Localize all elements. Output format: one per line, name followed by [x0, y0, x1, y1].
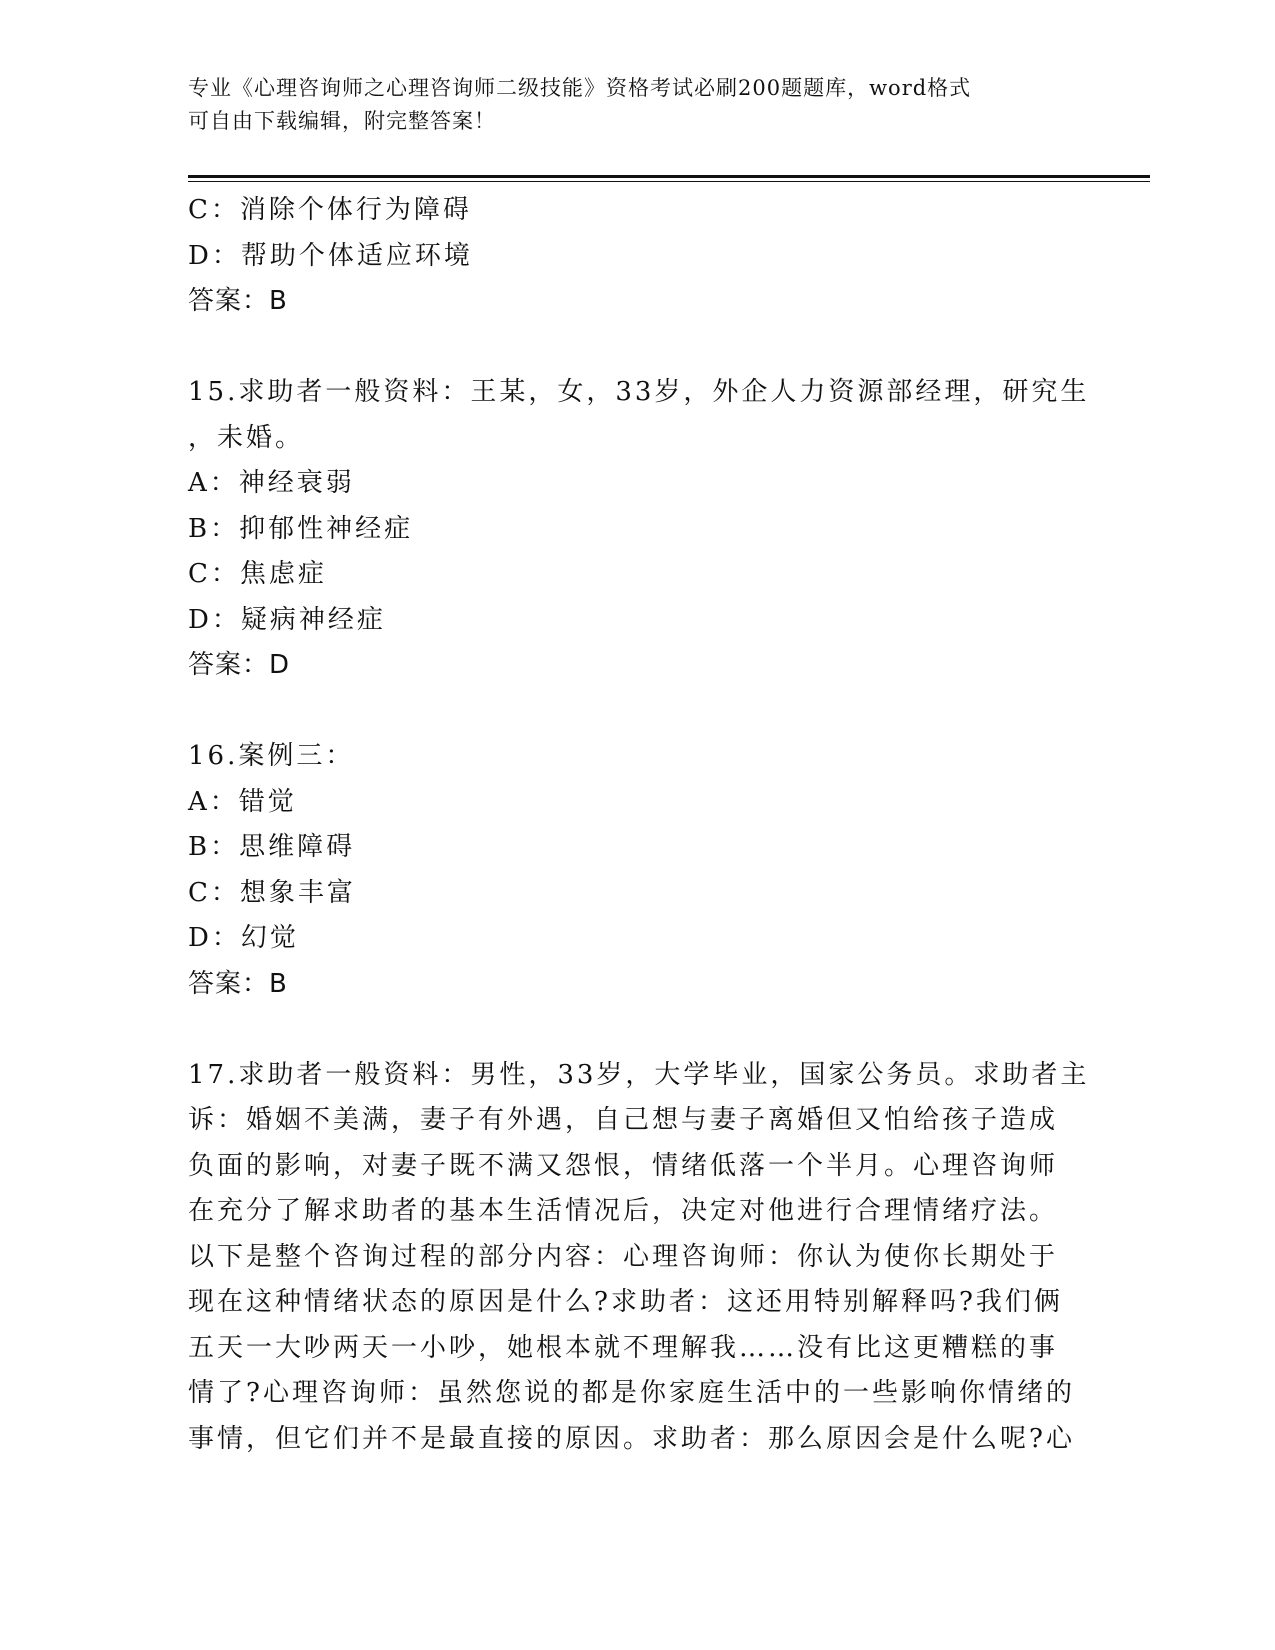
q17-line: 事情，但它们并不是最直接的原因。求助者：那么原因会是什么呢?心	[188, 1423, 1075, 1454]
q17-line: 情了?心理咨询师：虽然您说的都是你家庭生活中的一些影响你情绪的	[188, 1378, 1075, 1408]
spacer	[188, 689, 1078, 735]
q16-option-d: D：幻觉	[188, 923, 299, 953]
document-header	[188, 72, 1088, 138]
q15-option-c: C：焦虑症	[188, 559, 327, 589]
q16-answer: 答案：B	[188, 968, 288, 999]
q16-option-c: C：想象丰富	[188, 877, 356, 908]
q17-line: 诉：婚姻不美满，妻子有外遇，自己想与妻子离婚但又怕给孩子造成	[188, 1105, 1059, 1135]
q17-stem	[188, 1053, 1090, 1463]
q15-stem-line-2: ，未婚。	[188, 422, 305, 453]
q14-option-d: D：帮助个体适应环境	[188, 240, 473, 271]
q17-line: 五天一大吵两天一小吵，她根本就不理解我……没有比这更糟糕的事	[188, 1332, 1059, 1363]
document-body	[188, 188, 1090, 1462]
q17-line: 以下是整个咨询过程的部分内容：心理咨询师：你认为使你长期处于	[188, 1241, 1059, 1272]
header-title-line-2: 可自由下载编辑，附完整答案！	[188, 109, 496, 133]
q17-line: 17.求助者一般资料：男性，33岁，大学毕业，国家公务员。求助者主	[188, 1059, 1090, 1090]
header-divider-thin	[188, 181, 1150, 182]
q14-option-c: C：消除个体行为障碍	[188, 195, 472, 225]
q15-stem-line-1: 15.求助者一般资料：王某，女，33岁，外企人力资源部经理，研究生	[188, 377, 1090, 407]
q15-option-b: B：抑郁性神经症	[188, 513, 414, 544]
q16-option-a: A：错觉	[188, 786, 297, 817]
q14-answer: 答案：B	[188, 286, 288, 316]
spacer	[188, 1007, 1078, 1053]
q17-line: 现在这种情绪状态的原因是什么?求助者：这还用特别解释吗?我们俩	[188, 1287, 1063, 1317]
q15-answer: 答案：D	[188, 650, 291, 680]
q16-option-b: B：思维障碍	[188, 832, 356, 862]
q16-stem: 16.案例三：	[188, 741, 355, 771]
spacer	[188, 325, 1078, 371]
q17-line: 在充分了解求助者的基本生活情况后，决定对他进行合理情绪疗法。	[188, 1196, 1059, 1226]
header-divider-thick	[188, 175, 1150, 178]
q15-option-a: A：神经衰弱	[188, 468, 355, 498]
q17-line: 负面的影响，对妻子既不满又怨恨，情绪低落一个半月。心理咨询师	[188, 1150, 1059, 1181]
q15-option-d: D：疑病神经症	[188, 604, 386, 635]
header-title-line-1: 专业《心理咨询师之心理咨询师二级技能》资格考试必刷200题题库，word格式	[188, 76, 972, 100]
